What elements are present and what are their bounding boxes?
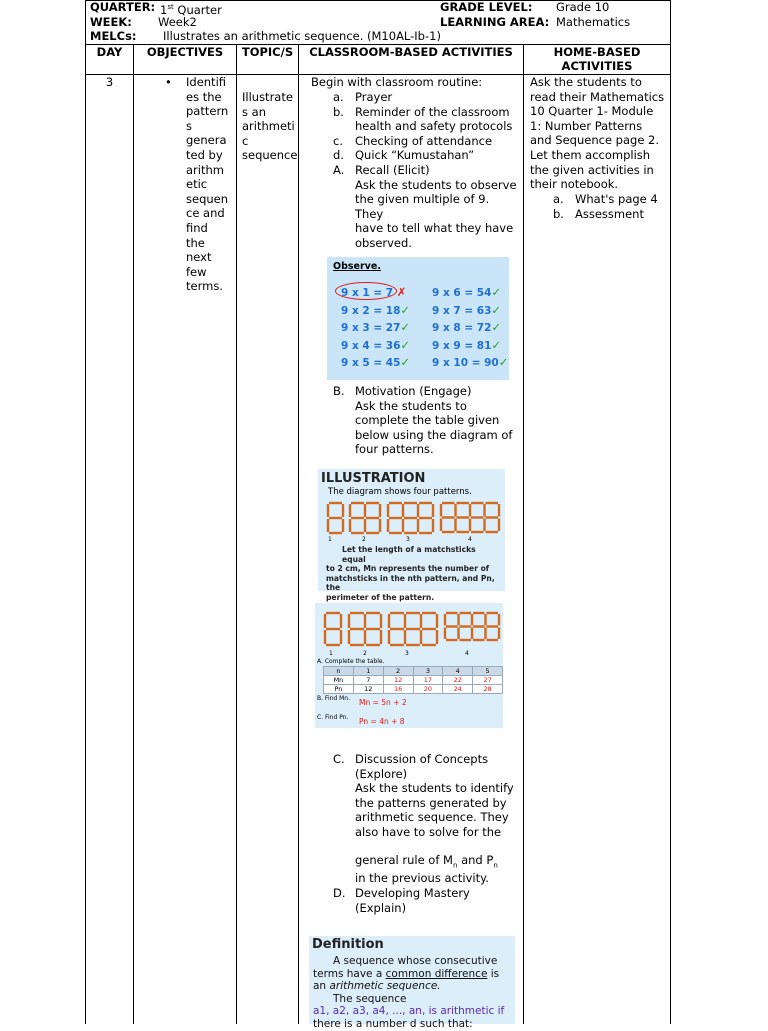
col-divider-day [133, 44, 134, 1024]
discussion-item [333, 752, 521, 840]
recall-line: the given multiple of 9. They [355, 192, 490, 221]
def-text: an [313, 980, 330, 993]
marker-C: C. [333, 752, 345, 766]
text-line: s an [242, 104, 266, 119]
check-icon: ✓ [491, 320, 502, 334]
observe-eq-row [341, 302, 410, 320]
week-value: Week2 [158, 15, 197, 29]
text-line: 1: Number Patterns [530, 118, 643, 133]
rule-text-and: and P [457, 853, 494, 867]
activity-step-a: A. Complete the table. [317, 658, 385, 665]
check-icon: ✓ [491, 337, 502, 352]
rule-text-a: general rule of M [355, 853, 453, 867]
observe-eq-row [432, 319, 508, 337]
motivation-line: complete the table given [355, 413, 500, 428]
desc-line: matchsticks in the nth pattern, and Pn, the [326, 573, 495, 592]
table-cell: 7 [353, 676, 383, 685]
illustration-label: 4 [468, 536, 472, 543]
recall-line: observed. [355, 235, 412, 250]
text-line: Identifi [186, 75, 227, 89]
general-rule-line [355, 853, 498, 873]
recall-line: have to tell what they have [355, 221, 514, 236]
observe-image [327, 257, 509, 380]
def-text: is [487, 967, 500, 980]
mastery-title-2: (Explain) [355, 900, 407, 915]
col-divider-topics [298, 44, 299, 1024]
motivation-item [333, 384, 521, 457]
table-cell: Pn [324, 685, 354, 694]
check-icon: ✓ [400, 320, 411, 334]
activity-label: 3 [405, 650, 409, 657]
rule-sub-p: n [493, 861, 498, 870]
activity-answer-c: Pn = 4n + 8 [359, 717, 405, 726]
general-rule-line-2: in the previous activity. [355, 871, 489, 885]
table-row [324, 667, 503, 676]
def-line: The sequence [333, 992, 407, 1005]
routine-c-text: Checking of attendance [355, 133, 493, 148]
def-text: terms have a [313, 967, 386, 980]
text-line: find [186, 220, 208, 235]
def-line-2 [313, 968, 513, 981]
routine-item-d [333, 148, 521, 163]
routine-list [333, 90, 521, 251]
desc-line: Let the length of a matchsticks equal [342, 545, 476, 564]
check-icon: ✓ [498, 355, 509, 369]
def-line: A sequence whose consecutive [333, 955, 498, 967]
objective-text [186, 75, 236, 294]
marker-a: a. [553, 192, 564, 206]
observe-eq-row [432, 337, 508, 355]
text-line: the [186, 235, 205, 250]
illustration-desc [326, 545, 502, 602]
mastery-title-1: Developing Mastery [355, 886, 470, 900]
table-cell: 16 [383, 685, 413, 694]
matchstick-patterns [326, 501, 501, 539]
marker-d: d. [333, 148, 344, 163]
routine-item-a [333, 90, 521, 105]
quarter-num: 1 [160, 2, 168, 17]
observe-eq-row [341, 337, 410, 355]
illustration-image [318, 469, 505, 602]
week-label: WEEK: [90, 15, 132, 29]
observe-eq-row [432, 302, 508, 320]
check-icon: ✓ [400, 302, 411, 317]
col-head-objectives: OBJECTIVES [146, 45, 224, 59]
table-border-right [670, 0, 671, 1024]
text-line: arithm [186, 162, 224, 177]
discussion-line: also have to solve for the [355, 824, 502, 839]
motivation-line: Ask the students to [355, 398, 467, 413]
table-cell: 24 [443, 685, 473, 694]
marker-b: b. [553, 206, 564, 221]
table-cell: Mn [324, 676, 354, 685]
text-line: read their Mathematics [530, 89, 665, 104]
motivation-line: four patterns. [355, 442, 434, 457]
table-row [324, 676, 503, 685]
col-divider-classroom [523, 44, 524, 1024]
motivation-title: Motivation (Engage) [355, 384, 472, 398]
marker-B: B. [333, 384, 345, 398]
definition-image [309, 936, 515, 1030]
mastery-item [333, 886, 521, 915]
activity-step-c: C. Find Pn. [317, 714, 349, 721]
text-line: genera [186, 133, 227, 148]
activity-answer-b: Mn = 5n + 2 [359, 698, 407, 707]
observe-eq: 9 x 5 = 45 [341, 357, 401, 369]
discussion-title-1: Discussion of Concepts [355, 752, 489, 766]
grade-label: GRADE LEVEL: [440, 0, 533, 14]
col-head-classroom: CLASSROOM-BASED ACTIVITIES [309, 45, 513, 59]
definition-body [313, 955, 513, 1031]
def-line: there is a number d such that: [313, 1017, 473, 1030]
observe-eq: 9 x 10 = 90 [432, 357, 499, 369]
grade-value: Grade 10 [556, 0, 610, 14]
check-icon: ✓ [400, 337, 411, 352]
activity-image [315, 603, 503, 728]
objective-bullet: • [165, 75, 172, 89]
definition-title: Definition [312, 937, 384, 952]
observe-eq: 9 x 7 = 63 [432, 304, 492, 317]
desc-line: perimeter of the pattern. [326, 592, 435, 602]
marker-D: D. [333, 886, 346, 900]
discussion-line: arithmetic sequence. They [355, 810, 509, 825]
check-icon: ✓ [491, 302, 502, 317]
text-line: arithmeti [242, 119, 295, 134]
def-underline: common difference [385, 967, 488, 980]
text-line: ted by [186, 147, 223, 162]
marker-b: b. [333, 104, 344, 119]
table-cell: 12 [353, 685, 383, 694]
observe-eq-row [341, 319, 410, 337]
observe-circle [335, 282, 397, 300]
text-line: next [186, 250, 212, 265]
marker-a: a. [333, 90, 344, 104]
observe-eq: 9 x 2 = 18 [341, 304, 401, 317]
activity-label: 1 [329, 650, 333, 657]
discussion-section [333, 752, 521, 840]
motivation-section [333, 384, 521, 457]
observe-eq-row [432, 354, 508, 372]
text-line: and Sequence page 2. [530, 133, 660, 148]
observe-eq-row [432, 284, 508, 302]
discussion-line: Ask the students to identify [355, 781, 514, 796]
observe-eq: 9 x 4 = 36 [341, 339, 401, 352]
routine-a-text: Prayer [355, 90, 393, 104]
text-line: pattern [186, 104, 229, 119]
observe-eq: 9 x 8 = 72 [432, 322, 492, 334]
cross-icon: ✗ [396, 285, 407, 299]
quarter-sup: st [167, 3, 174, 11]
recall-line: Ask the students to observe [355, 177, 517, 192]
discussion-title-2: (Explore) [355, 766, 408, 781]
quarter-label: QUARTER: [90, 0, 156, 14]
observe-eq: 9 x 1 = 7 [341, 287, 394, 299]
table-cell: 17 [413, 676, 443, 685]
home-text [530, 75, 670, 192]
observe-eq: 9 x 9 = 81 [432, 339, 492, 352]
def-line-3 [313, 980, 513, 993]
text-line: terms. [186, 279, 223, 294]
illustration-label: 2 [362, 536, 366, 543]
discussion-line: the patterns generated by [355, 795, 507, 810]
text-line: c [242, 133, 249, 148]
observe-right-col [432, 284, 508, 372]
text-line: s [186, 118, 192, 133]
col-head-topics: TOPIC/S [241, 45, 294, 59]
table-cell: 22 [443, 676, 473, 685]
text-line: few [186, 264, 207, 279]
observe-eq: 9 x 3 = 27 [341, 322, 401, 334]
rule-sub-m: n [452, 861, 458, 870]
text-line: the given activities in [530, 162, 654, 177]
text-line: 10 Quarter 1- Module [530, 104, 654, 119]
mastery-section [333, 886, 521, 915]
table-cell: 2 [383, 667, 413, 676]
check-icon: ✓ [400, 355, 411, 369]
learning-area-label: LEARNING AREA: [440, 15, 550, 29]
routine-item-c [333, 134, 521, 149]
motivation-line: below using the diagram of [355, 427, 513, 442]
text-line: Let them accomplish [530, 147, 651, 162]
recall-item [333, 163, 521, 251]
table-cell: 20 [413, 685, 443, 694]
home-item-b [553, 207, 668, 222]
classroom-intro: Begin with classroom routine: [311, 75, 483, 89]
illustration-label: 3 [406, 536, 410, 543]
activity-label: 4 [465, 650, 469, 657]
illustration-subtitle: The diagram shows four patterns. [328, 487, 472, 497]
melcs-label: MELCs: [90, 29, 137, 43]
observe-eq: 9 x 6 = 54 [432, 287, 492, 299]
recall-title: Recall (Elicit) [355, 162, 430, 177]
table-cell: 4 [443, 667, 473, 676]
observe-title: Observe. [333, 261, 381, 272]
day-value: 3 [105, 75, 114, 89]
routine-item-b [333, 105, 521, 134]
activity-label: 2 [363, 650, 367, 657]
table-border-left [85, 0, 86, 1024]
matchstick-group [325, 613, 499, 645]
marker-c: c. [333, 133, 343, 148]
col-divider-objectives [236, 44, 237, 1024]
table-cell: 5 [473, 667, 503, 676]
desc-line: to 2 cm, Mn represents the number of [326, 564, 490, 573]
activity-table [323, 666, 503, 694]
learning-area-value: Mathematics [556, 15, 631, 29]
table-cell: 12 [383, 676, 413, 685]
table-row [324, 685, 503, 694]
table-cell: 1 [353, 667, 383, 676]
col-head-home-2: ACTIVITIES [561, 59, 633, 73]
col-head-home-1: HOME-BASED [553, 45, 641, 59]
observe-eq-row [341, 354, 410, 372]
home-list [553, 192, 668, 221]
table-cell: n [324, 667, 354, 676]
home-item-a [553, 192, 668, 207]
text-line: their notebook. [530, 177, 619, 192]
def-line: a1, a2, a3, a4, ..., an, is arithmetic if [313, 1005, 505, 1018]
table-cell: 3 [413, 667, 443, 676]
routine-d-text: Quick “Kumustahan” [355, 148, 475, 163]
check-icon: ✓ [491, 285, 502, 299]
activity-step-b: B. Find Mn. [317, 695, 351, 702]
illustration-label: 1 [328, 536, 332, 543]
text-line: es the [186, 89, 222, 104]
melcs-value: Illustrates an arithmetic sequence. (M10AL-Ib-1) [163, 29, 441, 43]
matchstick-patterns-2 [323, 611, 501, 651]
home-b-text: Assessment [575, 206, 644, 221]
home-a-text: What's page 4 [575, 192, 658, 206]
quarter-word: Quarter [173, 2, 222, 17]
col-head-day: DAY [96, 45, 123, 59]
matchstick-group [328, 503, 499, 533]
routine-b-text-2: health and safety protocols [355, 119, 513, 134]
text-line: Illustrate [242, 90, 293, 104]
routine-b-text-1: Reminder of the classroom [355, 104, 510, 119]
table-cell: 28 [473, 685, 503, 694]
text-line: sequen [186, 191, 229, 206]
marker-A: A. [333, 162, 345, 177]
table-cell: 27 [473, 676, 503, 685]
text-line: ce and [186, 206, 225, 221]
def-italic: arithmetic sequence. [329, 980, 441, 993]
topic-text [242, 90, 298, 163]
text-line: etic [186, 177, 208, 192]
illustration-title: ILLUSTRATION [321, 471, 426, 486]
text-line: Ask the students to [530, 75, 642, 89]
text-line: sequence [242, 148, 298, 163]
